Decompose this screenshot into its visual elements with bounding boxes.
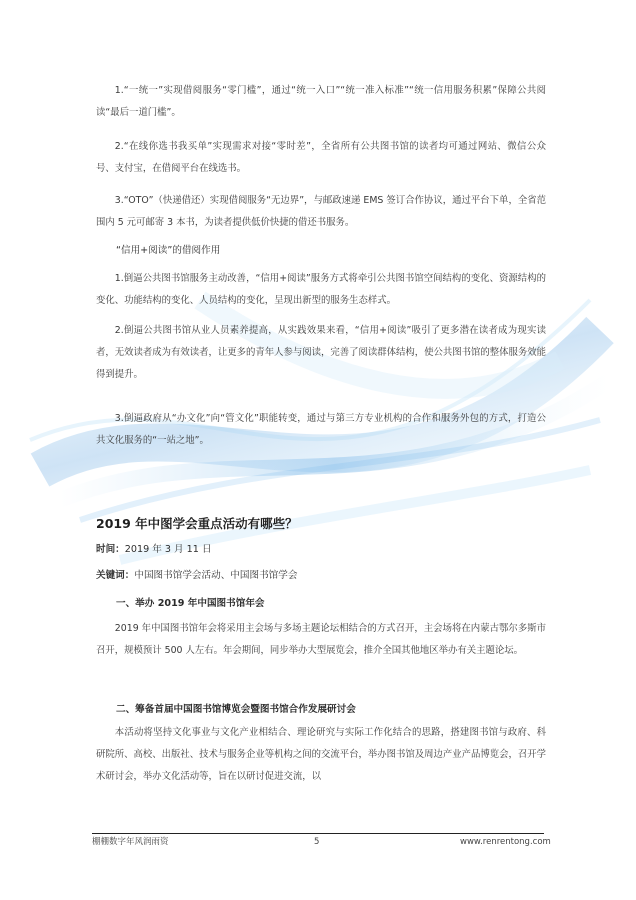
article-time	[96, 540, 212, 560]
article-keywords	[96, 566, 297, 586]
paragraph-oto-delivery: 3.“OTO”（快递借还）实现借阅服务“无边界”，与邮政速递 EMS 签订合作协议，通过平台下单，全省范围内 5 元可邮寄 3 本书，为读者提供低价快捷的借还书服务。	[96, 195, 546, 228]
section-1-title: 一、举办 2019 年中国图书馆年会	[116, 598, 265, 609]
section-2-text: 本活动将坚持文化事业与文化产业相结合、理论研究与实际工作化结合的思路，搭建图书馆与政府、科研院所、高校、出版社、技术与服务企业等机构之间的交流平台，举办图书馆及周边产业产品博览会，召开学术研讨会，举办文化活动等，旨在以研讨促进交流，以	[96, 727, 547, 782]
paragraph-role-1: 1.倒逼公共图书馆服务主动改善，“信用+阅读”服务方式将牵引公共图书馆空间结构的变化、资源结构的变化、功能结构的变化、人员结构的变化，呈现出新型的服务生态样式。	[96, 273, 546, 306]
keywords-value: 中国图书馆学会活动、中国图书馆学会	[134, 570, 298, 581]
keywords-label: 关键词：	[96, 570, 135, 581]
footer-left-text: 棚棚数字年风润雨资	[92, 837, 169, 847]
section-2-title: 二、筹备首届中国图书馆博览会暨图书馆合作发展研讨会	[116, 704, 356, 715]
paragraph-online-selection: 2.“在线你选书我买单”实现需求对接“零时差”，全省所有公共图书馆的读者均可通过网站、微信公众号、支付宝，在借阅平台在线选书。	[96, 141, 546, 174]
paragraph-role-3: 3.倒逼政府从“办文化”向“管文化”职能转变，通过与第三方专业机构的合作和服务外包的方式，打造公共文化服务的“一站之地”。	[96, 413, 546, 446]
section-1-text: 2019 年中国图书馆年会将采用主会场与多场主题论坛相结合的方式召开，主会场将在内蒙古鄂尔多斯市召开，规模预计 500 人左右。年会期间，同步举办大型展览会，推介全国其他地区举办有关主题论坛。	[96, 623, 546, 656]
time-label: 时间：	[96, 544, 125, 555]
footer-page-number: 5	[314, 837, 320, 847]
paragraph-role-2: 2.倒逼公共图书馆从业人员素养提高，从实践效果来看，“信用+阅读”吸引了更多潜在读者成为现实读者，无效读者成为有效读者，让更多的青年人参与阅读，完善了阅读群体结构，使公共图书馆的整体服务效能得到提升。	[96, 325, 547, 380]
time-value: 2019 年 3 月 11 日	[124, 544, 212, 555]
footer-divider	[92, 833, 544, 834]
paragraph-unified-access: 1.“一统一”实现借阅服务“零门槛”，通过“统一入口”“统一准入标准”“统一信用服务积累”保障公共阅读“最后一道门槛”。	[96, 85, 546, 118]
subheading-credit-reading-role: “信用+阅读”的借阅作用	[116, 245, 221, 256]
footer-website: www.renrentong.com	[460, 837, 551, 847]
article-title: 2019 年中图学会重点活动有哪些？	[96, 516, 298, 531]
